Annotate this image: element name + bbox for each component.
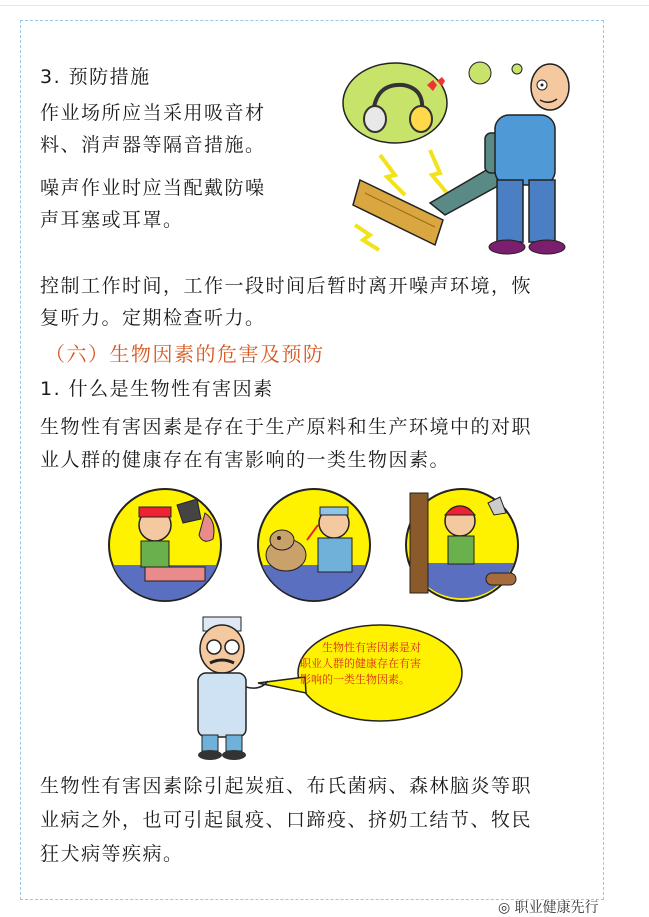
para2-line1: 噪声作业时应当配戴防噪 bbox=[40, 177, 266, 199]
para3-line1: 控制工作时间，工作一段时间后暂时离开噪声环境，恢 bbox=[40, 275, 533, 297]
chapter-title: （六）生物因素的危害及预防 bbox=[45, 342, 325, 366]
definition-line1: 生物性有害因素是存在于生产原料和生产环境中的对职 bbox=[40, 416, 533, 438]
para1-line1: 作业场所应当采用吸音材 bbox=[40, 102, 266, 124]
bubble-line3: 影响的一类生物因素。 bbox=[300, 673, 410, 686]
worker-drill-illustration bbox=[335, 55, 590, 265]
top-divider bbox=[0, 5, 649, 6]
prevention-heading: 3. 预防措施 bbox=[40, 66, 151, 88]
butcher-circle-illustration bbox=[105, 485, 235, 605]
definition-line2: 业人群的健康存在有害影响的一类生物因素。 bbox=[40, 449, 451, 471]
para2-line2: 声耳塞或耳罩。 bbox=[40, 209, 184, 231]
para1-line2: 料、消声器等隔音措施。 bbox=[40, 134, 266, 156]
doctor-speech-illustration bbox=[170, 615, 470, 765]
bubble-line2: 职业人群的健康存在有害 bbox=[300, 657, 421, 670]
doctor-dog-circle-illustration bbox=[252, 485, 382, 605]
closing-line1: 生物性有害因素除引起炭疽、布氏菌病、森林脑炎等职 bbox=[40, 775, 533, 797]
watermark-label: ◎ 职业健康先行 bbox=[498, 900, 599, 916]
speech-bubble-text bbox=[300, 640, 456, 688]
closing-line3: 狂犬病等疾病。 bbox=[40, 843, 184, 865]
closing-line2: 业病之外，也可引起鼠疫、口蹄疫、挤奶工结节、牧民 bbox=[40, 809, 533, 831]
subheading: 1. 什么是生物性有害因素 bbox=[40, 378, 274, 400]
bubble-line1: 生物性有害因素是对 bbox=[322, 641, 421, 654]
para3-line2: 复听力。定期检查听力。 bbox=[40, 307, 266, 329]
lumberjack-circle-illustration bbox=[400, 485, 530, 605]
